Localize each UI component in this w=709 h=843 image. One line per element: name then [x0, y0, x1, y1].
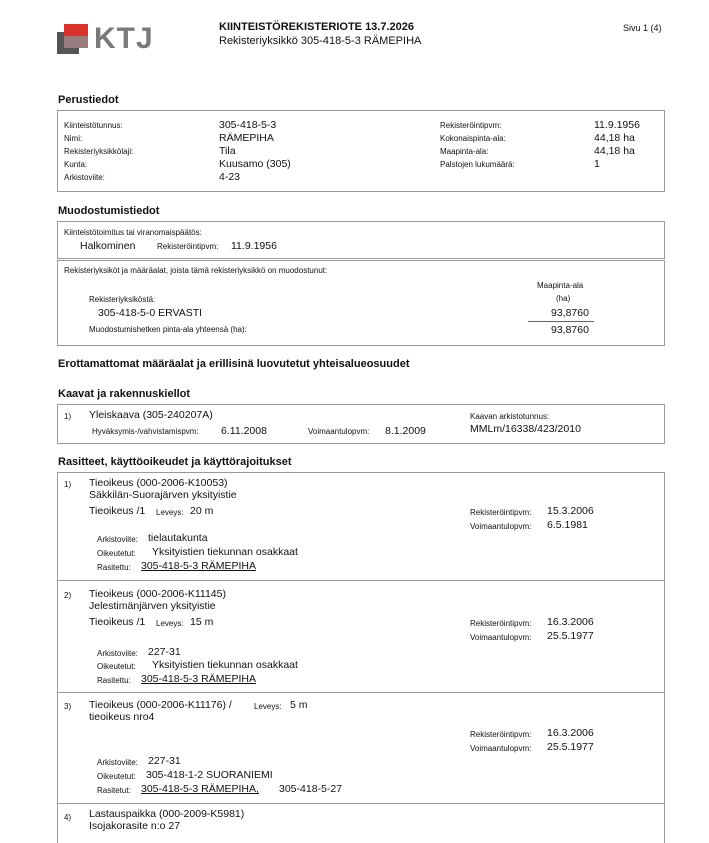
- rasite-divider: [57, 580, 665, 581]
- total-divider: [528, 321, 594, 322]
- rasite-number: 2): [64, 591, 72, 600]
- value-nimi: RÄMEPIHA: [219, 132, 274, 144]
- label-leveys: Leveys:: [156, 508, 184, 517]
- value-rasite-voimaantulopvm: 25.5.1977: [547, 630, 594, 642]
- label-oikeutetut: Oikeutetut:: [97, 772, 136, 781]
- label-rasite-voimaantulopvm: Voimaantulopvm:: [470, 633, 532, 642]
- label-rasite-arkistoviite: Arkistoviite:: [97, 649, 138, 658]
- col-header-maapinta-ala: Maapinta-ala: [537, 281, 584, 290]
- muodostumis-box-1: [57, 221, 665, 259]
- value-rasite-rekisterointipvm: 15.3.2006: [547, 505, 594, 517]
- section-heading-rasitteet: Rasitteet, käyttöoikeudet ja käyttörajoitukset: [58, 456, 292, 468]
- value-oikeutetut: Yksityistien tiekunnan osakkaat: [152, 659, 298, 671]
- label-rekisteriyksikosta: Rekisteriyksiköstä:: [89, 295, 156, 304]
- label-rasite-voimaantulopvm: Voimaantulopvm:: [470, 744, 532, 753]
- logo-square-gray: [64, 36, 88, 48]
- value-rasite-voimaantulopvm: 25.5.1977: [547, 741, 594, 753]
- label-muod-rekisterointipvm: Rekisteröintipvm:: [157, 242, 219, 251]
- value-leveys: 15 m: [190, 616, 214, 628]
- value-kiinteistotunnus: 305-418-5-3: [219, 119, 277, 131]
- value-rekisterointipvm: 11.9.1956: [594, 119, 640, 131]
- label-hyvaksymispvm: Hyväksymis-/vahvistamispvm:: [92, 427, 199, 436]
- label-oikeutetut: Oikeutetut:: [97, 549, 136, 558]
- rasite-type: Tieoikeus /1: [89, 505, 146, 517]
- rasite-number: 1): [64, 480, 72, 489]
- logo-text: KTJ: [94, 22, 154, 55]
- value-kunta: Kuusamo (305): [219, 158, 291, 170]
- rasite-subtitle: tieoikeus nro4: [89, 711, 155, 723]
- label-muodostuneet: Rekisteriyksiköt ja määräalat, joista tämä rekisteriyksikkö on muodostunut:: [64, 266, 328, 275]
- rasite-type: Tieoikeus /1: [89, 616, 146, 628]
- value-maapinta-ala: 44,18 ha: [594, 145, 635, 157]
- section-heading-erottamattomat: Erottamattomat määräalat ja erillisinä luovutetut yhteisalueosuudet: [58, 358, 410, 370]
- value-kiinteistotoimitus: Halkominen: [80, 240, 136, 252]
- value-total-area: 93,8760: [551, 324, 589, 336]
- value-from-area: 93,8760: [551, 307, 589, 319]
- value-rasite-arkistoviite: tielautakunta: [148, 532, 208, 544]
- label-rasitettu: Rasitettu:: [97, 563, 131, 572]
- label-kaava-voimaantulopvm: Voimaantulopvm:: [308, 427, 370, 436]
- rasite-number: 4): [64, 813, 72, 822]
- label-kiinteistotoimitus: Kiinteistötoimitus tai viranomaispäätös:: [64, 228, 202, 237]
- value-rasite-voimaantulopvm: 6.5.1981: [547, 519, 588, 531]
- label-kaavan-arkistotunnus: Kaavan arkistotunnus:: [470, 412, 550, 421]
- rasite-title: Tieoikeus (000-2006-K11176) /: [89, 699, 232, 711]
- rasite-subtitle: Jelestimänjärven yksityistie: [89, 600, 216, 612]
- label-leveys: Leveys:: [156, 619, 184, 628]
- label-arkistoviite: Arkistoviite:: [64, 173, 105, 182]
- document-title: KIINTEISTÖREKISTERIOTE 13.7.2026: [219, 21, 415, 33]
- value-rasite-arkistoviite: 227-31: [148, 755, 181, 767]
- document-subtitle: Rekisteriyksikkö 305-418-5-3 RÄMEPIHA: [219, 35, 422, 47]
- label-rasite-rekisterointipvm: Rekisteröintipvm:: [470, 619, 532, 628]
- label-rasitetut: Rasitetut:: [97, 786, 131, 795]
- value-palstojen-lukumaara: 1: [594, 158, 600, 170]
- kaava-name: Yleiskaava (305-240207A): [89, 409, 213, 421]
- value-rasitettu[interactable]: 305-418-5-3 RÄMEPIHA: [141, 673, 256, 685]
- rasite-title: Lastauspaikka (000-2009-K5981): [89, 808, 245, 820]
- value-kaava-voimaantulopvm: 8.1.2009: [385, 425, 426, 437]
- label-rekisteriyksikkolaji: Rekisteriyksikkölaji:: [64, 147, 134, 156]
- label-rasitettu: Rasitettu:: [97, 676, 131, 685]
- label-kunta: Kunta:: [64, 160, 88, 169]
- value-oikeutetut: Yksityistien tiekunnan osakkaat: [152, 546, 298, 558]
- value-leveys: 5 m: [290, 699, 308, 711]
- rasite-title: Tieoikeus (000-2006-K11145): [89, 588, 226, 600]
- label-oikeutetut: Oikeutetut:: [97, 662, 136, 671]
- value-rasite-arkistoviite: 227-31: [148, 646, 181, 658]
- value-oikeutetut: 305-418-1-2 SUORANIEMI: [146, 769, 273, 781]
- label-kokonaispinta-ala: Kokonaispinta-ala:: [440, 134, 506, 143]
- rasite-number: 3): [64, 702, 72, 711]
- value-hyvaksymispvm: 6.11.2008: [221, 425, 267, 437]
- rasite-subtitle: Säkkilän-Suorajärven yksityistie: [89, 489, 237, 501]
- value-rasite-rekisterointipvm: 16.3.2006: [547, 727, 594, 739]
- label-rekisterointipvm: Rekisteröintipvm:: [440, 121, 502, 130]
- value-kaavan-arkistotunnus: MMLm/16338/423/2010: [470, 423, 581, 435]
- value-rasitettu[interactable]: 305-418-5-3 RÄMEPIHA: [141, 560, 256, 572]
- section-heading-perustiedot: Perustiedot: [58, 94, 119, 106]
- section-heading-muodostumistiedot: Muodostumistiedot: [58, 205, 160, 217]
- rasite-title: Tieoikeus (000-2006-K10053): [89, 477, 228, 489]
- label-rasite-voimaantulopvm: Voimaantulopvm:: [470, 522, 532, 531]
- label-leveys: Leveys:: [254, 702, 282, 711]
- col-header-ha: (ha): [556, 294, 571, 303]
- value-muod-rekisterointipvm: 11.9.1956: [231, 240, 277, 252]
- value-arkistoviite: 4-23: [219, 171, 241, 183]
- label-palstojen-lukumaara: Palstojen lukumäärä:: [440, 160, 515, 169]
- value-leveys: 20 m: [190, 505, 214, 517]
- value-kokonaispinta-ala: 44,18 ha: [594, 132, 635, 144]
- section-heading-kaavat: Kaavat ja rakennuskiellot: [58, 388, 191, 400]
- rasite-divider: [57, 803, 665, 804]
- rasite-divider: [57, 692, 665, 693]
- value-rekisteriyksikosta: 305-418-5-0 ERVASTI: [98, 307, 203, 319]
- label-rasite-arkistoviite: Arkistoviite:: [97, 535, 138, 544]
- label-nimi: Nimi:: [64, 134, 83, 143]
- kaava-number: 1): [64, 412, 72, 421]
- label-rasite-rekisterointipvm: Rekisteröintipvm:: [470, 730, 532, 739]
- value-rasitetut[interactable]: 305-418-5-3 RÄMEPIHA,: [141, 783, 259, 795]
- ktj-logo: [57, 22, 154, 58]
- label-kiinteistotunnus: Kiinteistötunnus:: [64, 121, 123, 130]
- value-rekisteriyksikkolaji: Tila: [219, 145, 236, 157]
- label-maapinta-ala: Maapinta-ala:: [440, 147, 489, 156]
- value-rasitetut-extra: 305-418-5-27: [279, 783, 343, 795]
- page-number: Sivu 1 (4): [623, 23, 662, 33]
- perustiedot-box: [57, 110, 665, 192]
- label-muodostumishetken-pinta-ala: Muodostumishetken pinta-ala yhteensä (ha):: [89, 325, 247, 334]
- label-rasite-arkistoviite: Arkistoviite:: [97, 758, 138, 767]
- label-rasite-rekisterointipvm: Rekisteröintipvm:: [470, 508, 532, 517]
- rasite-subtitle: Isojakorasite n:o 27: [89, 820, 181, 832]
- value-rasite-rekisterointipvm: 16.3.2006: [547, 616, 594, 628]
